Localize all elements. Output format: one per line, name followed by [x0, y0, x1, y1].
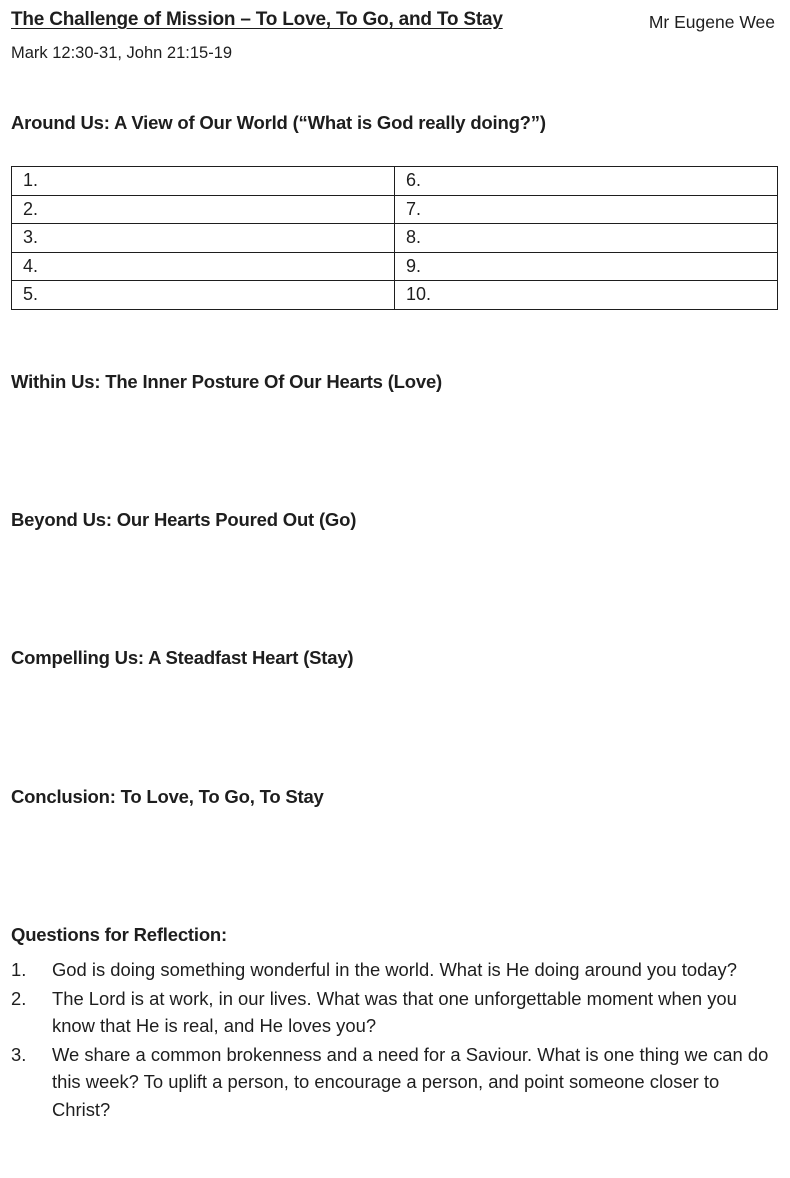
speaker-name: Mr Eugene Wee — [648, 12, 775, 32]
list-item — [11, 956, 779, 984]
reflection-questions-list — [11, 956, 779, 1124]
table-cell: 5. — [12, 281, 395, 310]
question-text: The Lord is at work, in our lives. What was that one unforgettable moment when you know that He is real, and He loves you? — [52, 987, 737, 1036]
list-item — [11, 985, 779, 1040]
table-cell: 2. — [12, 195, 395, 224]
table-cell: 3. — [12, 224, 395, 253]
table-cell: 8. — [395, 224, 778, 253]
numbered-notes-table — [11, 166, 778, 310]
question-number: 3. — [11, 1043, 27, 1065]
table-row — [12, 195, 778, 224]
table-row — [12, 167, 778, 196]
question-text: We share a common brokenness and a need for a Saviour. What is one thing we can do this week? To uplift a person, to encourage a person, and point someone closer to Christ? — [52, 1043, 769, 1120]
section-heading-around-us: Around Us: A View of Our World (“What is God really doing?”) — [11, 112, 546, 133]
section-heading-conclusion: Conclusion: To Love, To Go, To Stay — [11, 786, 324, 807]
section-heading-questions: Questions for Reflection: — [11, 924, 227, 945]
scripture-reference: Mark 12:30-31, John 21:15-19 — [11, 44, 233, 62]
table-cell: 1. — [12, 167, 395, 196]
question-number: 2. — [11, 987, 27, 1009]
table-cell: 9. — [395, 252, 778, 281]
table-row — [12, 224, 778, 253]
section-heading-beyond-us: Beyond Us: Our Hearts Poured Out (Go) — [11, 509, 357, 530]
section-heading-within-us: Within Us: The Inner Posture Of Our Hearts (Love) — [11, 371, 442, 392]
question-number: 1. — [11, 959, 27, 980]
question-text: God is doing something wonderful in the world. What is He doing around you today? — [52, 959, 737, 980]
table-cell: 10. — [395, 281, 778, 310]
table-row — [12, 281, 778, 310]
section-heading-compelling-us: Compelling Us: A Steadfast Heart (Stay) — [11, 647, 354, 668]
document-title: The Challenge of Mission – To Love, To Go, and To Stay — [11, 9, 503, 30]
table-cell: 4. — [12, 252, 395, 281]
table-cell: 7. — [395, 195, 778, 224]
table-row — [12, 252, 778, 281]
list-item — [11, 1041, 779, 1124]
table-cell: 6. — [395, 167, 778, 196]
